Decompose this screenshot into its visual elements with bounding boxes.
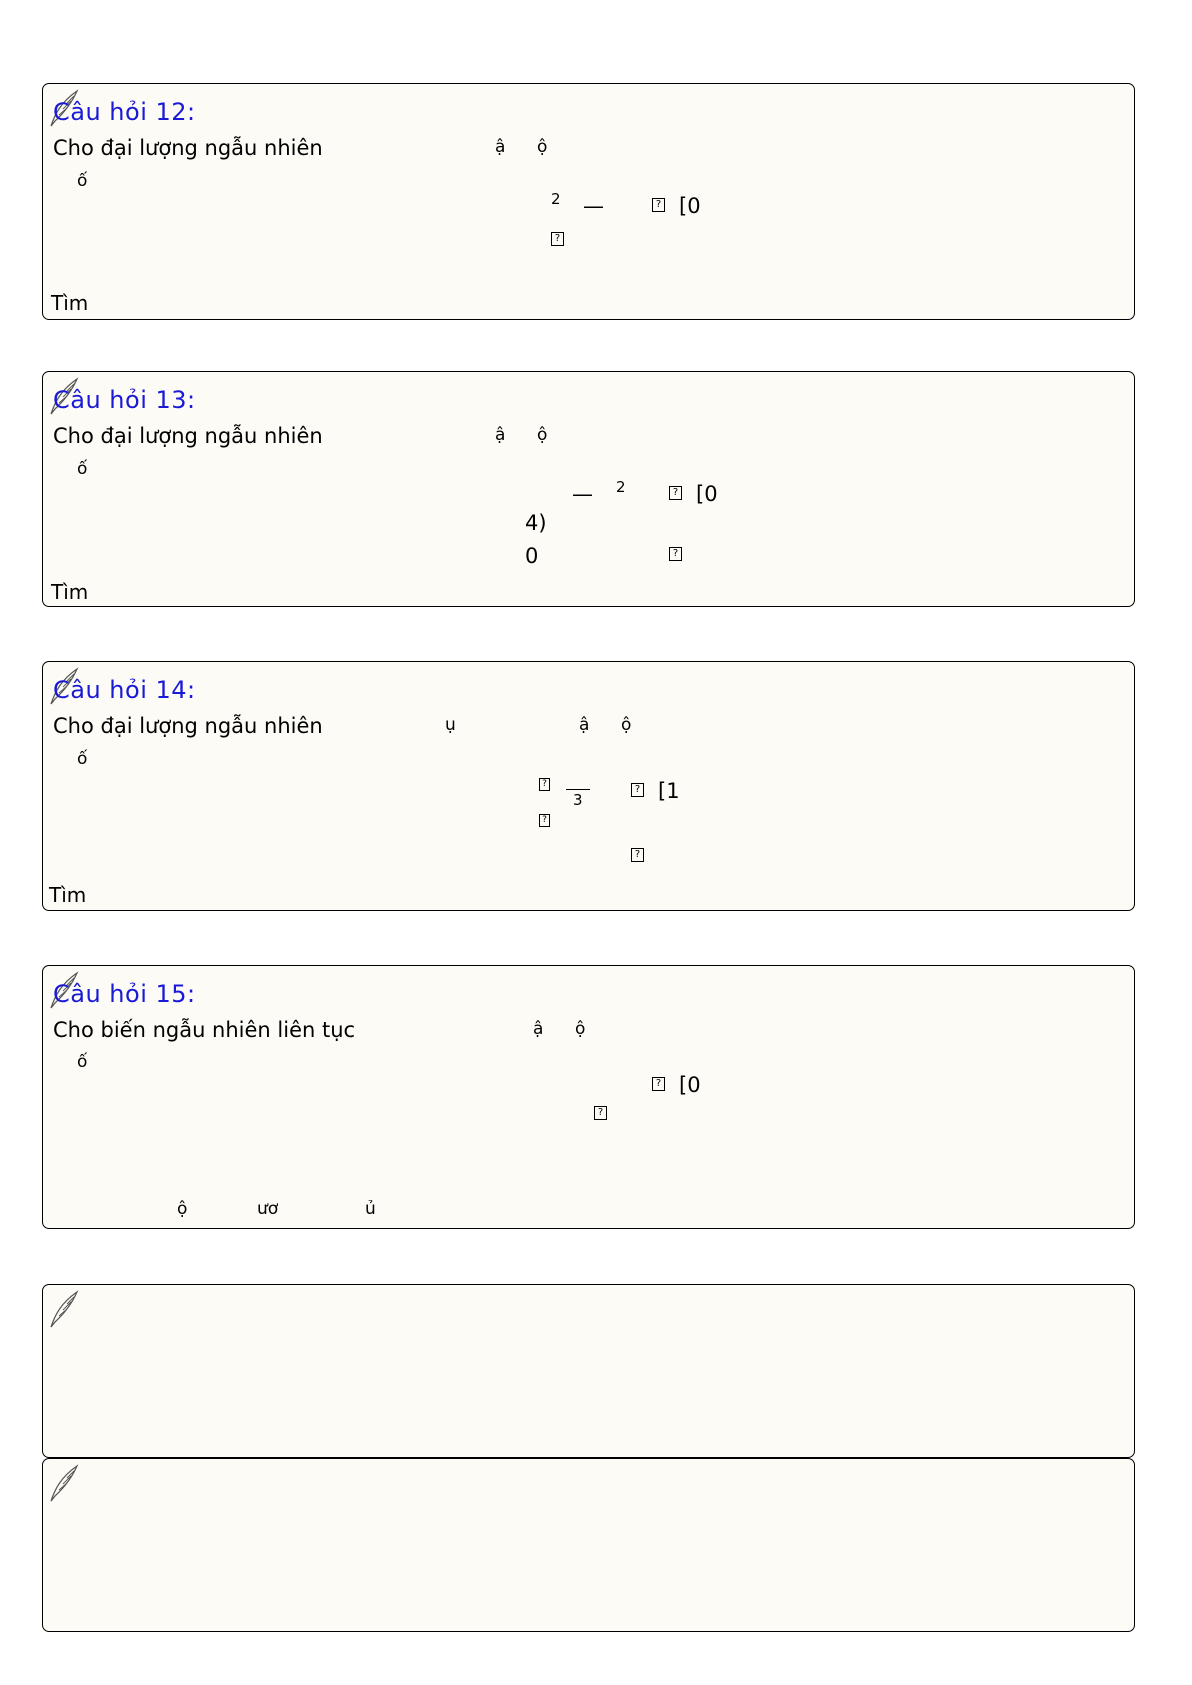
text-fragment: ậ (495, 137, 506, 157)
missing-glyph-icon: ? (669, 486, 682, 500)
missing-glyph-icon: ? (551, 232, 564, 246)
quill-icon (47, 1289, 81, 1329)
missing-glyph-icon: ? (594, 1106, 607, 1120)
question-13-box (42, 371, 1135, 607)
dash-symbol: — (572, 482, 593, 506)
text-fragment: ộ (177, 1199, 188, 1219)
text-fragment: ố (77, 749, 88, 769)
empty-box (42, 1458, 1135, 1632)
missing-glyph-icon: ? (631, 783, 644, 797)
text-fragment: ộ (537, 137, 548, 157)
text-fragment: ộ (621, 715, 632, 735)
find-label: Tìm (49, 883, 87, 907)
quill-icon (47, 1463, 81, 1503)
question-text: Cho đại lượng ngẫu nhiên (53, 424, 323, 448)
dash-symbol: — (583, 194, 604, 218)
text-fragment: ậ (579, 715, 590, 735)
missing-glyph-icon: ? (652, 1077, 665, 1091)
interval-text: [0 (679, 1073, 701, 1097)
row-text: 0 (525, 544, 539, 568)
text-fragment: ươ (257, 1199, 279, 1219)
find-label: Tìm (51, 580, 89, 604)
missing-glyph-icon: ? (539, 778, 550, 791)
interval-text: [0 (696, 482, 718, 506)
missing-glyph-icon: ? (652, 198, 665, 212)
fraction-denominator: 3 (573, 791, 583, 809)
question-text: Cho đại lượng ngẫu nhiên (53, 136, 323, 160)
text-fragment: ộ (575, 1019, 586, 1039)
text-fragment: ụ (445, 715, 456, 735)
question-title: Câu hỏi 13: (53, 386, 196, 414)
missing-glyph-icon: ? (631, 848, 644, 862)
text-fragment: ủ (365, 1199, 376, 1219)
question-14-box (42, 661, 1135, 911)
question-text: Cho biến ngẫu nhiên liên tục (53, 1018, 356, 1042)
empty-box (42, 1284, 1135, 1458)
missing-glyph-icon: ? (669, 547, 682, 561)
text-fragment: ố (77, 1052, 88, 1072)
question-title: Câu hỏi 12: (53, 98, 196, 126)
text-fragment: ố (77, 459, 88, 479)
text-fragment: ố (77, 171, 88, 191)
question-title: Câu hỏi 15: (53, 980, 196, 1008)
superscript: 2 (616, 478, 626, 496)
question-15-box (42, 965, 1135, 1229)
question-12-box (42, 83, 1135, 320)
question-title: Câu hỏi 14: (53, 676, 196, 704)
find-label: Tìm (51, 291, 89, 315)
missing-glyph-icon: ? (539, 814, 550, 827)
text-fragment: ộ (537, 425, 548, 445)
interval-text: [1 (658, 779, 680, 803)
question-text: Cho đại lượng ngẫu nhiên (53, 714, 323, 738)
text-fragment: ậ (533, 1019, 544, 1039)
superscript: 2 (551, 190, 561, 208)
text-fragment: ậ (495, 425, 506, 445)
interval-text: [0 (679, 194, 701, 218)
row-text: 4) (525, 511, 547, 535)
